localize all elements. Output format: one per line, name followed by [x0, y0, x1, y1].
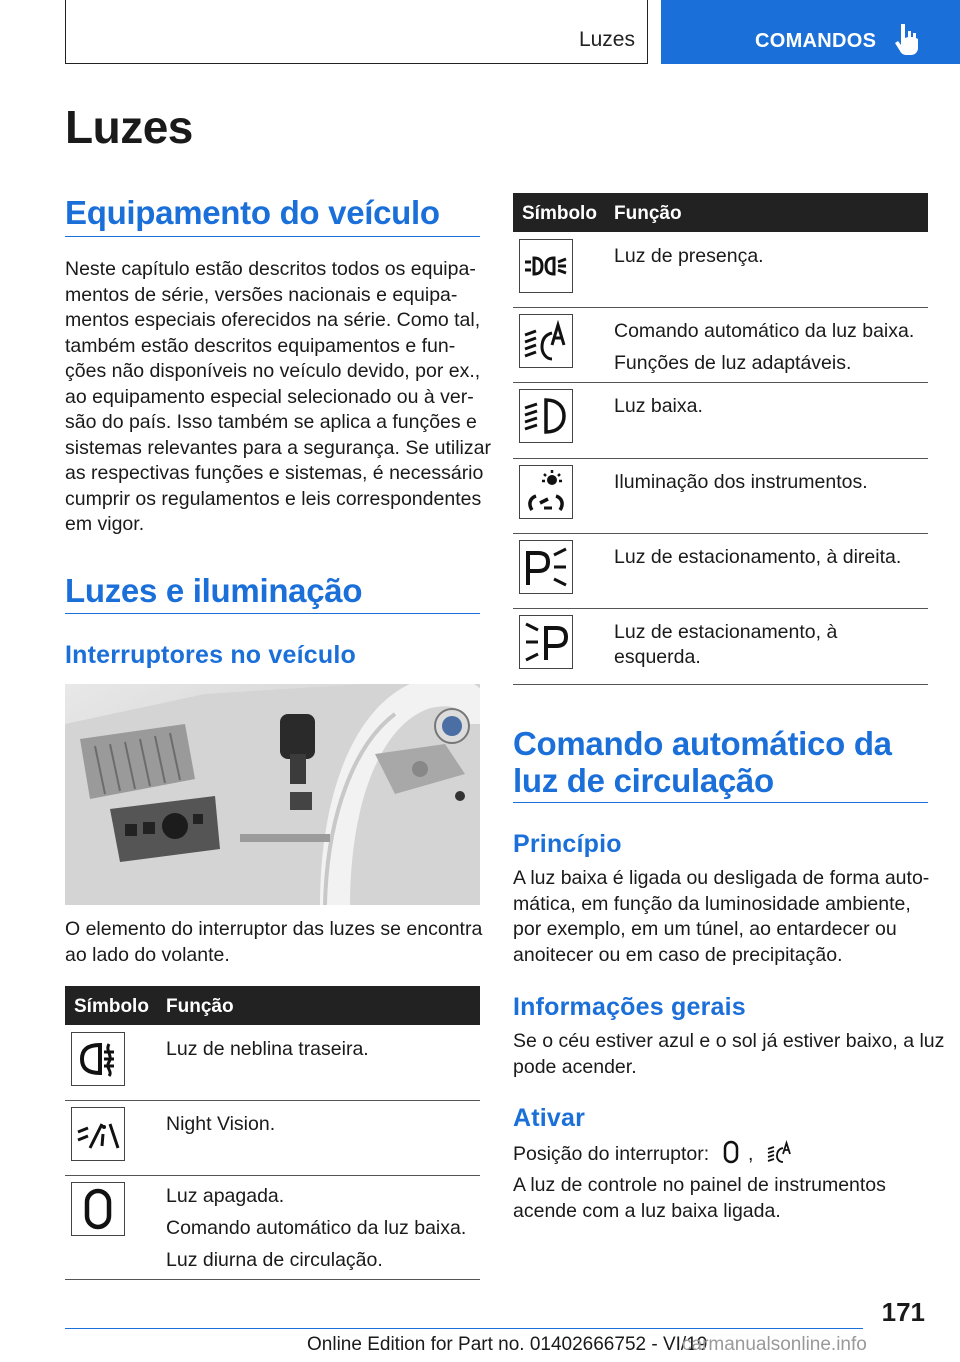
auto-low-beam-icon — [519, 314, 573, 368]
page-title: Luzes — [65, 101, 193, 153]
equipment-body — [65, 257, 491, 538]
switch-position-separator: , — [748, 1143, 754, 1165]
function-text-multi — [614, 319, 914, 376]
table-row — [513, 533, 928, 609]
function-line: Funções de luz adaptáveis. — [614, 352, 852, 374]
table-row — [513, 382, 928, 459]
night-vision-icon — [71, 1107, 125, 1161]
principle-body-line: anoitecer ou em caso de precipitação. — [513, 943, 843, 966]
general-info-heading: Informações gerais — [513, 993, 746, 1021]
watermark-text: carmanualsonline.info — [682, 1334, 867, 1355]
function-text-multi — [166, 1184, 466, 1273]
function-text: Luz de neblina traseira. — [166, 1038, 369, 1060]
parking-light-right-icon — [519, 540, 573, 594]
rear-fog-light-icon — [71, 1032, 125, 1086]
function-line: Luz apagada. — [166, 1185, 285, 1207]
header-section-title: Luzes — [578, 28, 635, 51]
parking-lights-icon — [519, 239, 573, 293]
column-header-function: Função — [614, 203, 682, 224]
header-section-box — [65, 0, 648, 64]
instrument-lighting-icon — [519, 465, 573, 519]
equipment-body-line: cumprir os regulamentos e leis correspondentes — [65, 487, 482, 510]
switch-caption-line: ao lado do volante. — [65, 943, 230, 966]
table-header — [513, 193, 928, 232]
function-text: Iluminação dos instrumentos. — [614, 471, 868, 493]
equipment-body-line: ções não disponíveis no veículo devido, por ex., — [65, 360, 481, 382]
principle-body-line: por exemplo, em um túnel, ao entardecer ou — [513, 918, 897, 940]
switch-position-line — [513, 1140, 793, 1168]
activate-heading: Ativar — [513, 1104, 586, 1132]
principle-body — [513, 866, 929, 968]
equipment-body-line: as respectivas funções e sistemas, é necessário — [65, 462, 484, 484]
column-header-symbol: Símbolo — [522, 203, 597, 224]
general-info-body — [513, 1029, 944, 1080]
principle-body-line: mática, em função da luminosidade ambiente, — [513, 892, 911, 915]
low-beam-icon — [519, 389, 573, 443]
table-row — [513, 232, 928, 308]
header-chapter-tab[interactable] — [661, 0, 960, 64]
auto-light-heading — [513, 725, 892, 799]
table-row — [513, 608, 928, 685]
principle-body-line: A luz baixa é ligada ou desligada de forma auto‐ — [513, 867, 930, 889]
equipment-body-line: em vigor. — [65, 513, 145, 535]
equipment-body-line: ao equipamento especial selecionado ou à ver‐ — [65, 385, 474, 408]
switch-caption-line: O elemento do interruptor das luzes se encontra — [65, 918, 483, 940]
function-text: Luz de presença. — [614, 245, 764, 267]
table-header — [65, 986, 480, 1025]
lights-off-zero-icon — [71, 1182, 125, 1236]
function-text: Luz de estacionamento, à direita. — [614, 546, 902, 568]
function-text: Night Vision. — [166, 1113, 276, 1135]
general-info-body-line: Se o céu estiver azul e o sol já estiver baixo, a luz — [513, 1030, 945, 1052]
parking-light-left-icon — [519, 615, 573, 669]
switch-caption — [65, 917, 482, 968]
pointing-hand-icon — [893, 22, 921, 56]
equipment-body-line: sistemas relevantes para a segurança. Se utilizar — [65, 436, 491, 459]
equipment-heading-rule — [65, 236, 480, 237]
column-header-symbol: Símbolo — [74, 996, 149, 1017]
function-text: Luz de estacionamento, à esquerda. — [614, 621, 838, 668]
table-row — [65, 1100, 480, 1176]
equipment-body-line: também estão descritos equipamentos e fun‐ — [65, 334, 456, 357]
auto-light-heading-rule — [513, 802, 928, 803]
symbol-table-right — [513, 193, 928, 685]
footer-rule — [65, 1328, 863, 1329]
general-info-body-line: pode acender. — [513, 1055, 637, 1078]
lights-heading: Luzes e iluminação — [65, 572, 363, 609]
footer-edition — [307, 1334, 707, 1356]
footer-edition-text: Online Edition for Part no. 01402666752 - VI/19 — [307, 1334, 708, 1355]
function-line: Luz diurna de circulação. — [166, 1249, 383, 1271]
switch-position-label: Posição do interruptor: — [513, 1143, 710, 1165]
principle-heading: Princípio — [513, 830, 622, 858]
cockpit-light-switch-photo — [65, 684, 480, 905]
table-row — [65, 1025, 480, 1101]
switches-subheading: Interruptores no veículo — [65, 641, 356, 669]
table-row — [513, 307, 928, 383]
activate-body-line: acende com a luz baixa ligada. — [513, 1199, 781, 1222]
page-number: 171 — [881, 1297, 925, 1327]
symbol-table-left — [65, 986, 480, 1280]
equipment-body-line: são do país. Isso também se aplica a funções e — [65, 411, 477, 433]
column-header-function: Função — [166, 996, 234, 1017]
auto-low-beam-icon — [767, 1140, 793, 1164]
activate-body-line: A luz de controle no painel de instrumentos — [513, 1174, 886, 1196]
function-line: Comando automático da luz baixa. — [614, 320, 915, 342]
lights-off-zero-icon — [723, 1140, 739, 1164]
auto-light-heading-line: luz de circulação — [513, 762, 774, 799]
auto-light-heading-line: Comando automático da — [513, 725, 892, 762]
header-chapter-title: COMANDOS — [755, 30, 877, 52]
table-row — [513, 458, 928, 534]
watermark-logo — [682, 1334, 867, 1356]
equipment-body-line: mentos de série, versões nacionais e equipa‐ — [65, 283, 458, 306]
equipment-body-line: mentos especiais oferecidos na série. Como tal, — [65, 309, 481, 331]
function-text: Luz baixa. — [614, 395, 703, 417]
activate-body — [513, 1173, 886, 1224]
lights-heading-rule — [65, 613, 480, 614]
equipment-body-line: Neste capítulo estão descritos todos os equipa‐ — [65, 258, 476, 280]
table-row — [65, 1175, 480, 1280]
function-line: Comando automático da luz baixa. — [166, 1217, 467, 1239]
equipment-heading: Equipamento do veículo — [65, 194, 440, 231]
